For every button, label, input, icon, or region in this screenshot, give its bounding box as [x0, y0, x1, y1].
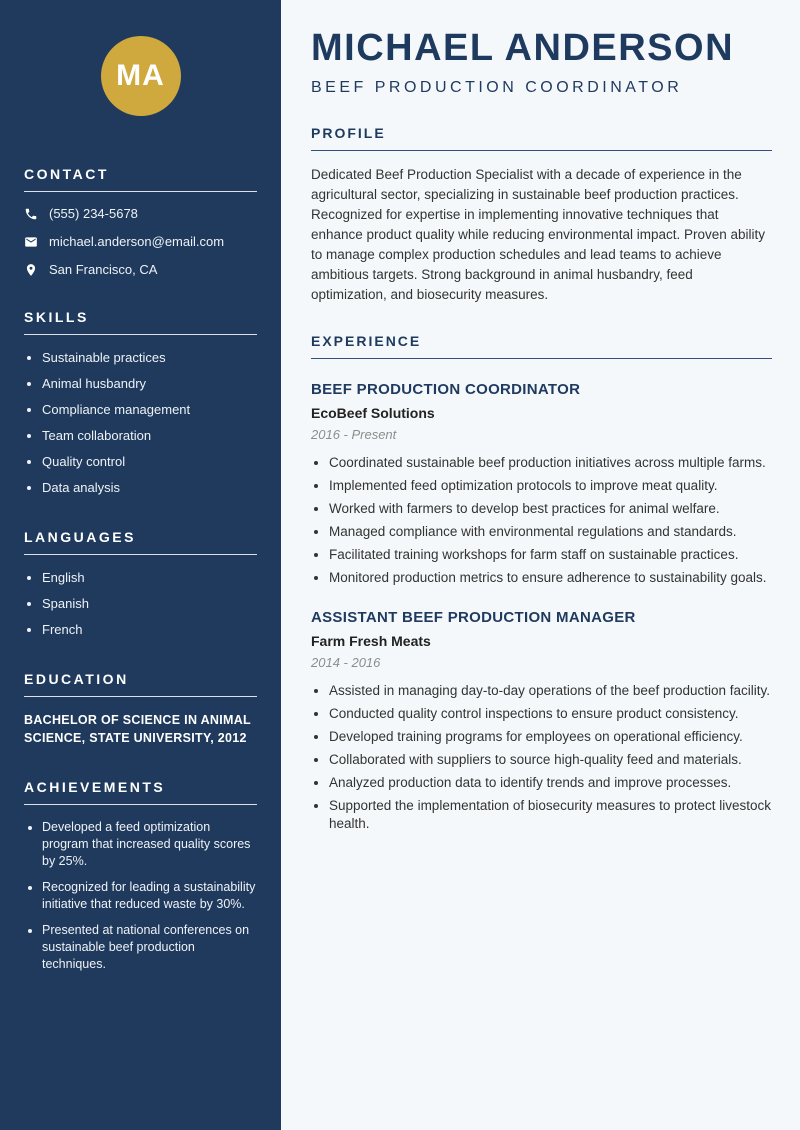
job-company: Farm Fresh Meats: [311, 633, 431, 649]
phone-icon: [24, 207, 38, 221]
job-bullet: • Analyzed production data to identify trends and improve processes.: [329, 774, 772, 792]
education-heading: EDUCATION: [24, 671, 257, 697]
skill-item: • Quality control: [42, 453, 257, 471]
job-bullet: • Developed training programs for employees on operational efficiency.: [329, 728, 772, 746]
job-bullet: • Managed compliance with environmental regulations and standards.: [329, 523, 772, 541]
job-title: BEEF PRODUCTION COORDINATOR: [311, 381, 581, 398]
languages-section: [24, 529, 257, 639]
job-bullet: • Supported the implementation of biosecurity measures to protect livestock health.: [329, 797, 772, 833]
skills-list: [24, 349, 257, 497]
email-text: michael.anderson@email.com: [49, 234, 225, 249]
job-bullet: • Assisted in managing day-to-day operations of the beef production facility.: [329, 682, 772, 700]
person-title: BEEF PRODUCTION COORDINATOR: [311, 79, 683, 96]
job-title: ASSISTANT BEEF PRODUCTION MANAGER: [311, 609, 636, 626]
contact-rows: [24, 206, 257, 277]
contact-section: [24, 166, 257, 277]
achievements-heading: ACHIEVEMENTS: [24, 779, 257, 805]
phone-text: (555) 234-5678: [49, 206, 138, 221]
achievement-item: • Developed a feed optimization program that increased quality scores by 25%.: [42, 819, 257, 870]
email-icon: [24, 235, 38, 249]
location-text: San Francisco, CA: [49, 262, 158, 277]
person-name: MICHAEL ANDERSON: [311, 27, 735, 69]
sidebar: [0, 0, 281, 1130]
job-bullets: [311, 682, 772, 833]
job-dates: 2016 - Present: [311, 427, 397, 442]
experience-heading: EXPERIENCE: [311, 333, 772, 359]
language-item: • English: [42, 569, 257, 587]
job-company: EcoBeef Solutions: [311, 405, 435, 421]
job-bullet: • Coordinated sustainable beef production initiatives across multiple farms.: [329, 454, 772, 472]
skill-item: • Animal husbandry: [42, 375, 257, 393]
contact-location-row: [24, 262, 257, 277]
contact-email-row: [24, 234, 257, 249]
job-bullets: [311, 454, 772, 587]
job-entry-2: [311, 609, 772, 833]
skills-section: [24, 309, 257, 497]
skills-heading: SKILLS: [24, 309, 257, 335]
job-entry-1: [311, 381, 772, 587]
job-dates: 2014 - 2016: [311, 655, 381, 670]
education-degree: BACHELOR OF SCIENCE IN ANIMAL SCIENCE, STATE UNIVERSITY, 2012: [24, 713, 251, 745]
achievements-section: [24, 779, 257, 973]
job-bullet: • Monitored production metrics to ensure adherence to sustainability goals.: [329, 569, 772, 587]
language-item: • French: [42, 621, 257, 639]
job-bullet: • Implemented feed optimization protocols to improve meat quality.: [329, 477, 772, 495]
education-section: [24, 671, 257, 747]
languages-heading: LANGUAGES: [24, 529, 257, 555]
location-icon: [24, 263, 38, 277]
contact-phone-row: [24, 206, 257, 221]
avatar-initials: MA: [116, 59, 165, 92]
language-item: • Spanish: [42, 595, 257, 613]
achievement-item: • Presented at national conferences on sustainable beef production techniques.: [42, 922, 257, 973]
skill-item: • Data analysis: [42, 479, 257, 497]
job-bullet: • Conducted quality control inspections to ensure product consistency.: [329, 705, 772, 723]
skill-item: • Sustainable practices: [42, 349, 257, 367]
job-bullet: • Collaborated with suppliers to source high-quality feed and materials.: [329, 751, 772, 769]
skill-item: • Compliance management: [42, 401, 257, 419]
skill-item: • Team collaboration: [42, 427, 257, 445]
main-content: [281, 0, 800, 1130]
profile-heading: PROFILE: [311, 125, 772, 151]
contact-heading: CONTACT: [24, 166, 257, 192]
profile-text: Dedicated Beef Production Specialist with a decade of experience in the agricultural sector, specializing in sustainable beef production practices. Recognized for expertise in implementing innovative techniques that enhance product quality while reducing environmental impact. Proven ability to manage complex production schedules and lead teams to achieve ambitious targets. Strong background in animal husbandry, feed optimization, and biosecurity measures.: [311, 167, 766, 302]
achievement-item: • Recognized for leading a sustainability initiative that reduced waste by 30%.: [42, 879, 257, 913]
languages-list: [24, 569, 257, 639]
job-bullet: • Worked with farmers to develop best practices for animal welfare.: [329, 500, 772, 518]
achievements-list: [24, 819, 257, 973]
avatar: [101, 36, 181, 116]
job-bullet: • Facilitated training workshops for farm staff on sustainable practices.: [329, 546, 772, 564]
